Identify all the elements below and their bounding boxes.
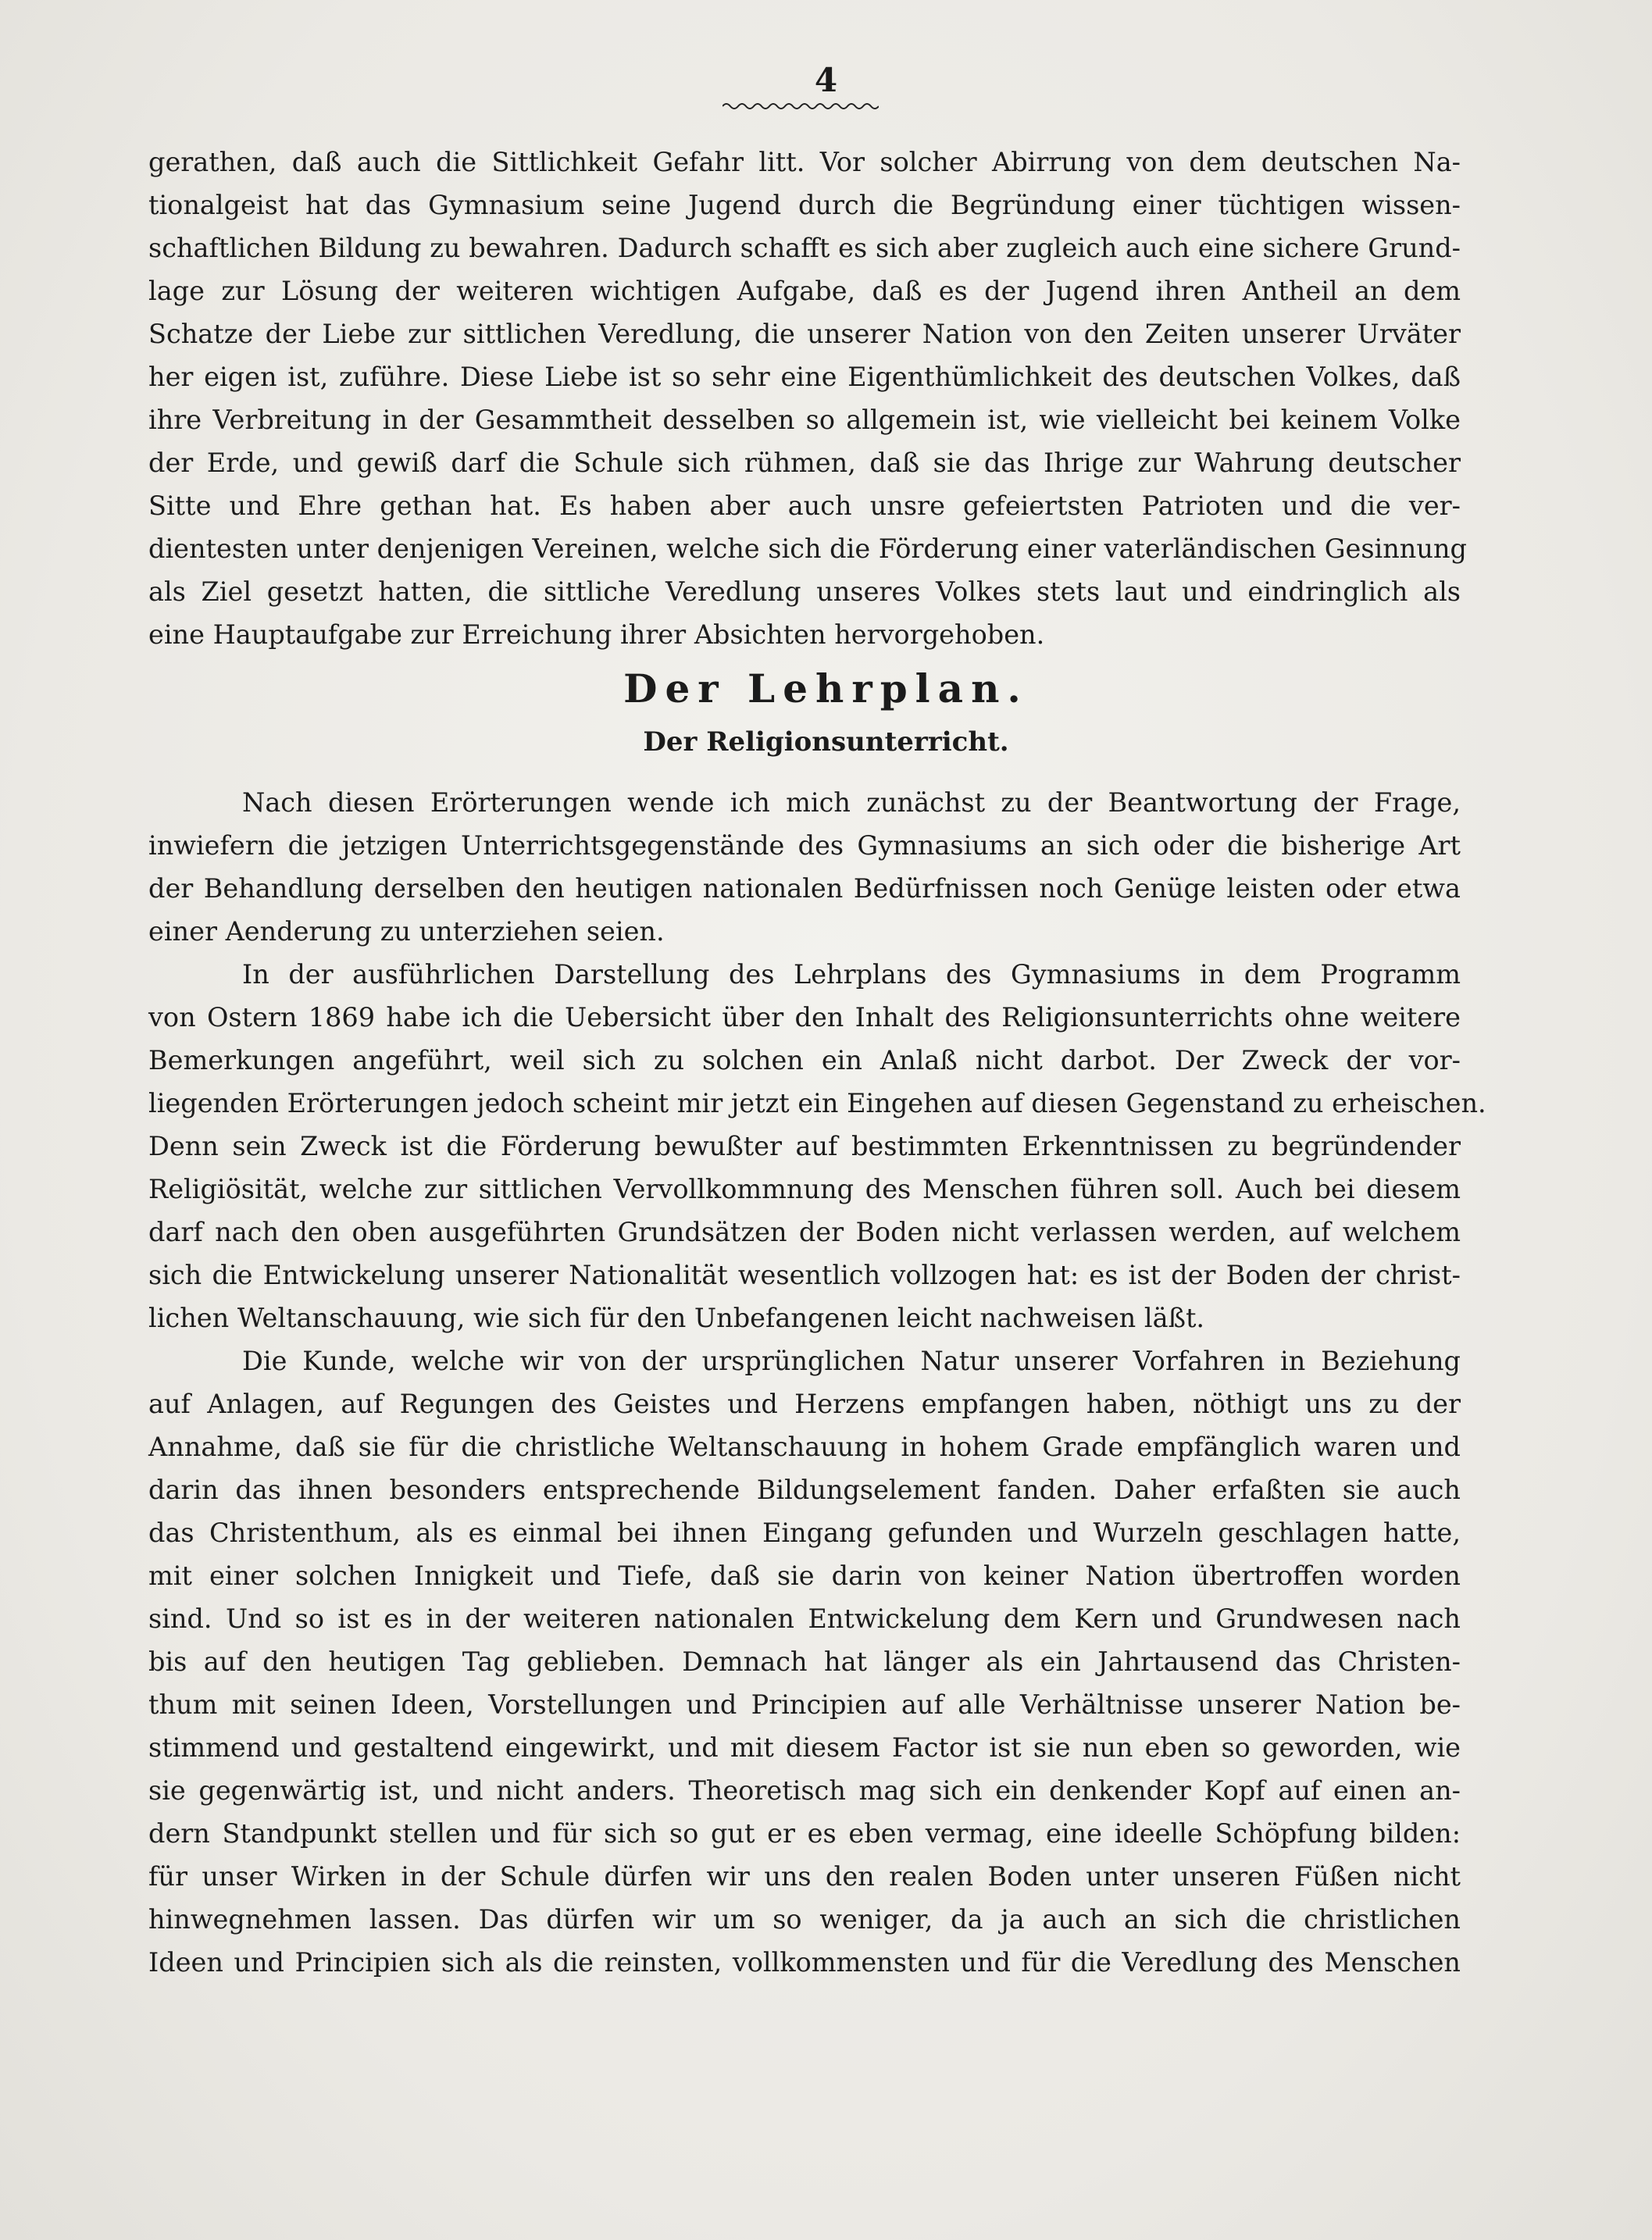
text-line: Denn sein Zweck ist die Förderung bewußter auf bestimmten Erkenntnissen zu begründender: [148, 1131, 1461, 1161]
text-line: von Ostern 1869 habe ich die Uebersicht über den Inhalt des Religionsunterrichts ohne weitere: [148, 1002, 1461, 1033]
section-heading: Der Lehrplan.: [623, 665, 1029, 712]
text-line: dern Standpunkt stellen und für sich so gut er es eben vermag, eine ideelle Schöpfung bilden:: [148, 1818, 1461, 1849]
text-line: eine Hauptaufgabe zur Erreichung ihrer Absichten hervorgehoben.: [148, 619, 1045, 650]
text-line: darf nach den oben ausgeführten Grundsätzen der Boden nicht verlassen werden, auf welchem: [148, 1217, 1461, 1247]
text-line: Bemerkungen angeführt, weil sich zu solchen ein Anlaß nicht darbot. Der Zweck der vor-: [148, 1045, 1461, 1075]
text-line: her eigen ist, zuführe. Diese Liebe ist so sehr eine Eigenthümlichkeit des deutschen Volkes, daß: [148, 362, 1461, 392]
text-line: stimmend und gestaltend eingewirkt, und mit diesem Factor ist sie nun eben so geworden, wie: [148, 1732, 1461, 1763]
text-line: lichen Weltanschauung, wie sich für den Unbefangenen leicht nachweisen läßt.: [148, 1303, 1205, 1333]
text-line: mit einer solchen Innigkeit und Tiefe, daß sie darin von keiner Nation übertroffen worden: [148, 1561, 1461, 1591]
text-line: Sitte und Ehre gethan hat. Es haben aber auch unsre gefeiertsten Patrioten und die ver-: [148, 490, 1461, 521]
text-line: auf Anlagen, auf Regungen des Geistes und Herzens empfangen haben, nöthigt uns zu der: [148, 1389, 1461, 1419]
text-line: Nach diesen Erörterungen wende ich mich zunächst zu der Beantwortung der Frage,: [242, 787, 1461, 818]
section-subheading: Der Religionsunterricht.: [643, 726, 1009, 758]
text-line: Schatze der Liebe zur sittlichen Veredlung, die unserer Nation von den Zeiten unserer Urväter: [148, 319, 1461, 349]
text-line: Religiösität, welche zur sittlichen Vervollkommnung des Menschen führen soll. Auch bei diesem: [148, 1174, 1461, 1204]
text-line: liegenden Erörterungen jedoch scheint mir jetzt ein Eingehen auf diesen Gegenstand zu erheischen.: [148, 1088, 1486, 1118]
page-number: 4: [814, 61, 838, 99]
text-line: bis auf den heutigen Tag geblieben. Demnach hat länger als ein Jahrtausend das Christen-: [148, 1646, 1461, 1677]
text-line: der Erde, und gewiß darf die Schule sich rühmen, daß sie das Ihrige zur Wahrung deutscher: [148, 448, 1461, 478]
text-line: Ideen und Principien sich als die reinsten, vollkommensten und für die Veredlung des Menschen: [148, 1947, 1461, 1978]
text-line: einer Aenderung zu unterziehen seien.: [148, 916, 665, 947]
text-line: ihre Verbreitung in der Gesammtheit desselben so allgemein ist, wie vielleicht bei keinem Volke: [148, 405, 1461, 435]
text-line: das Christenthum, als es einmal bei ihnen Eingang gefunden und Wurzeln geschlagen hatte,: [148, 1518, 1461, 1548]
text-line: Die Kunde, welche wir von der ursprünglichen Natur unserer Vorfahren in Beziehung: [242, 1346, 1461, 1376]
text-line: dientesten unter denjenigen Vereinen, welche sich die Förderung einer vaterländischen Gesinnung: [148, 533, 1467, 564]
text-line: sie gegenwärtig ist, und nicht anders. Theoretisch mag sich ein denkender Kopf auf einen an-: [148, 1775, 1461, 1806]
text-line: tionalgeist hat das Gymnasium seine Jugend durch die Begründung einer tüchtigen wissen-: [148, 190, 1461, 220]
text-line: der Behandlung derselben den heutigen nationalen Bedürfnissen noch Genüge leisten oder etwa: [148, 873, 1461, 904]
text-line: als Ziel gesetzt hatten, die sittliche Veredlung unseres Volkes stets laut und eindringlich als: [148, 576, 1461, 607]
wavy-ornament-icon: [723, 100, 879, 112]
text-line: Annahme, daß sie für die christliche Weltanschauung in hohem Grade empfänglich waren und: [148, 1432, 1461, 1462]
text-line: In der ausführlichen Darstellung des Lehrplans des Gymnasiums in dem Programm: [242, 959, 1461, 990]
text-line: inwiefern die jetzigen Unterrichtsgegenstände des Gymnasiums an sich oder die bisherige Art: [148, 830, 1461, 861]
text-line: hinwegnehmen lassen. Das dürfen wir um so weniger, da ja auch an sich die christlichen: [148, 1904, 1461, 1935]
text-line: darin das ihnen besonders entsprechende Bildungselement fanden. Daher erfaßten sie auch: [148, 1475, 1461, 1505]
paragraph-1: [148, 141, 1467, 656]
text-line: sich die Entwickelung unserer Nationalität wesentlich vollzogen hat: es ist der Boden der christ-: [148, 1260, 1461, 1290]
text-line: für unser Wirken in der Schule dürfen wir uns den realen Boden unter unseren Füßen nicht: [148, 1861, 1461, 1892]
text-line: gerathen, daß auch die Sittlichkeit Gefahr litt. Vor solcher Abirrung von dem deutschen Na-: [148, 147, 1461, 177]
text-line: lage zur Lösung der weiteren wichtigen Aufgabe, daß es der Jugend ihren Antheil an dem: [148, 276, 1461, 306]
text-line: thum mit seinen Ideen, Vorstellungen und Principien auf alle Verhältnisse unserer Nation be-: [148, 1689, 1461, 1720]
paragraph-2: [148, 781, 1486, 1984]
text-line: schaftlichen Bildung zu bewahren. Dadurch schafft es sich aber zugleich auch eine sichere Grund-: [148, 233, 1461, 263]
text-line: sind. Und so ist es in der weiteren nationalen Entwickelung dem Kern und Grundwesen nach: [148, 1603, 1461, 1634]
